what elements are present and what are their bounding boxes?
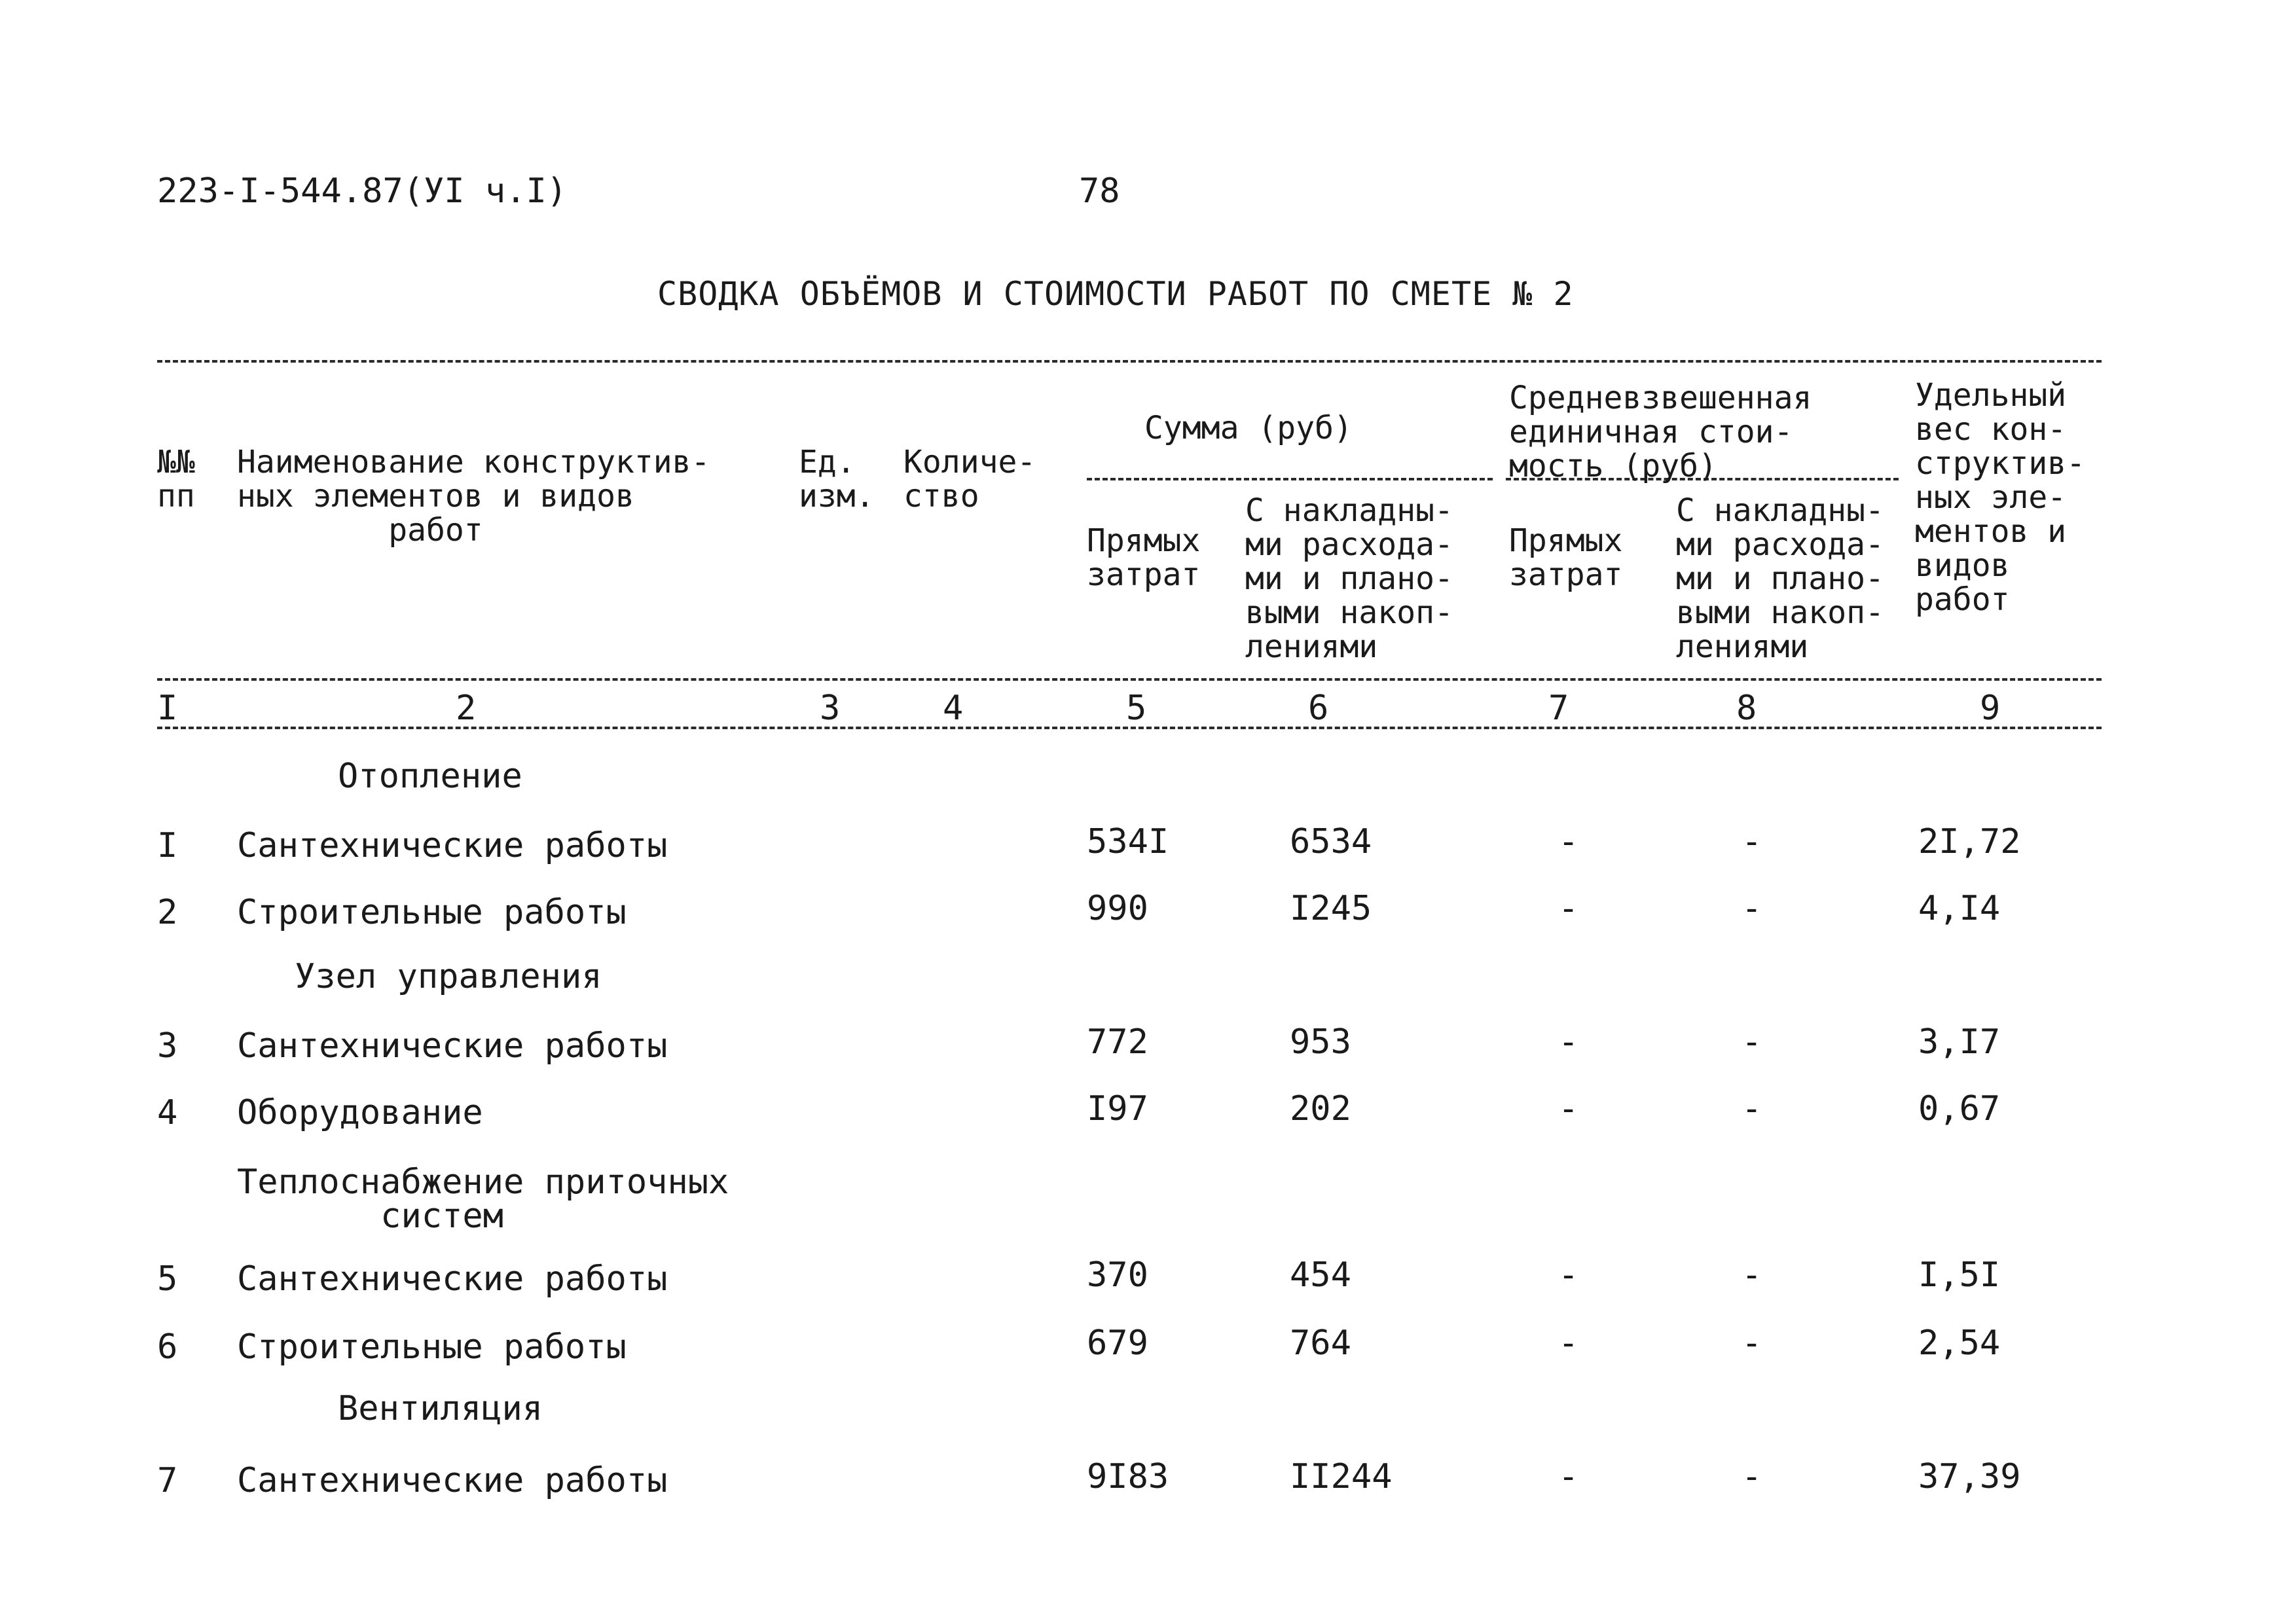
section-title: Отопление (338, 757, 522, 796)
row-avg-overhead: - (1741, 889, 1762, 928)
row-avg-overhead: - (1741, 1255, 1762, 1295)
header-col-name: Наименование конструктив- ных элементов и видов работ (237, 444, 710, 549)
row-name: Строительные работы (237, 1327, 627, 1367)
row-number: 4 (157, 1093, 178, 1132)
header-col-weight: Удельный вес кон- структив- ных эле- ментов и видов работ (1915, 377, 2086, 618)
row-number: 5 (157, 1259, 178, 1299)
row-number: 3 (157, 1026, 178, 1066)
row-avg-overhead: - (1741, 1324, 1762, 1363)
row-name: Сантехнические работы (237, 1259, 668, 1299)
row-avg-direct: - (1558, 822, 1579, 861)
row-weight: I,5I (1918, 1255, 2001, 1295)
row-overhead-cost: 764 (1290, 1324, 1351, 1363)
column-number: 4 (943, 689, 964, 728)
row-weight: 37,39 (1918, 1457, 2021, 1496)
header-bottom-rule (157, 678, 2102, 681)
column-number: 5 (1126, 689, 1147, 728)
column-number: 9 (1980, 689, 2001, 728)
row-name: Сантехнические работы (237, 1461, 668, 1500)
row-overhead-cost: 953 (1290, 1022, 1351, 1062)
row-number: 7 (157, 1461, 178, 1500)
row-overhead-cost: I245 (1290, 889, 1372, 928)
row-number: 2 (157, 893, 178, 932)
row-direct-cost: 9I83 (1087, 1457, 1169, 1496)
row-weight: 4,I4 (1918, 889, 2001, 928)
header-col-quantity: Количе- ство (903, 444, 1036, 514)
row-avg-overhead: - (1741, 1022, 1762, 1062)
row-overhead-cost: II244 (1290, 1457, 1393, 1496)
header-group-average-cost: Средневзвешенная единичная стои- мость (руб) (1509, 380, 1812, 484)
row-avg-direct: - (1558, 1457, 1579, 1496)
row-avg-direct: - (1558, 1255, 1579, 1295)
row-weight: 0,67 (1918, 1089, 2001, 1128)
row-avg-direct: - (1558, 1324, 1579, 1363)
section-title: Узел управления (295, 957, 602, 996)
header-group-sum: Сумма (руб) (1144, 410, 1353, 446)
column-number: 3 (820, 689, 841, 728)
row-direct-cost: I97 (1087, 1089, 1148, 1128)
row-avg-direct: - (1558, 889, 1579, 928)
row-weight: 3,I7 (1918, 1022, 2001, 1062)
row-name: Оборудование (237, 1093, 483, 1132)
table-top-rule (157, 360, 2102, 363)
row-weight: 2,54 (1918, 1324, 2001, 1363)
column-number: 8 (1736, 689, 1757, 728)
row-avg-direct: - (1558, 1022, 1579, 1062)
header-avg-direct: Прямых затрат (1509, 522, 1623, 593)
row-overhead-cost: 202 (1290, 1089, 1351, 1128)
column-number: 7 (1548, 689, 1569, 728)
row-direct-cost: 772 (1087, 1022, 1148, 1062)
header-sum-direct: Прямых затрат (1087, 522, 1201, 593)
page-title: СВОДКА ОБЪЁМОВ И СТОИМОСТИ РАБОТ ПО СМЕТЕ № 2 (657, 275, 1574, 313)
row-overhead-cost: 454 (1290, 1255, 1351, 1295)
row-direct-cost: 679 (1087, 1324, 1148, 1363)
header-avg-overhead: С накладны- ми расхода- ми и плано- выми накоп- лениями (1676, 492, 1884, 665)
section-title: Вентиляция (338, 1389, 543, 1428)
row-avg-direct: - (1558, 1089, 1579, 1128)
row-direct-cost: 990 (1087, 889, 1148, 928)
sum-group-rule (1087, 478, 1493, 480)
row-name: Сантехнические работы (237, 826, 668, 865)
row-number: I (157, 826, 178, 865)
header-sum-overhead: С накладны- ми расхода- ми и плано- выми накоп- лениями (1245, 492, 1453, 665)
document-code: 223-I-544.87(УI ч.I) (157, 171, 568, 211)
row-avg-overhead: - (1741, 1457, 1762, 1496)
row-name: Строительные работы (237, 893, 627, 932)
header-col-number: №№ пп (157, 444, 195, 514)
section-title: Теплоснабжение приточных систем (237, 1163, 729, 1236)
column-number: 2 (456, 689, 477, 728)
column-number: I (157, 689, 178, 728)
row-overhead-cost: 6534 (1290, 822, 1372, 861)
row-weight: 2I,72 (1918, 822, 2021, 861)
row-name: Сантехнические работы (237, 1026, 668, 1066)
header-col-unit: Ед. изм. (799, 444, 875, 514)
row-avg-overhead: - (1741, 822, 1762, 861)
row-number: 6 (157, 1327, 178, 1367)
page-number: 78 (1079, 171, 1120, 211)
row-avg-overhead: - (1741, 1089, 1762, 1128)
row-direct-cost: 534I (1087, 822, 1169, 861)
column-number: 6 (1308, 689, 1329, 728)
row-direct-cost: 370 (1087, 1255, 1148, 1295)
